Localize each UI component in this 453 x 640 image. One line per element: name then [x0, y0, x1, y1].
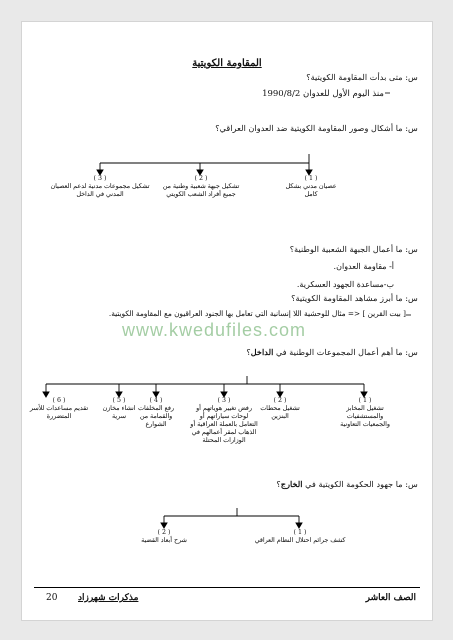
q5-branch-1: [336, 397, 394, 429]
q2-branch-3-number: ( 3 ): [93, 175, 107, 182]
question-6-text: س: ما جهود الحكومة الكويتية في: [302, 479, 418, 489]
q5-branch-2-text: تشغيل محطات البنزين: [260, 405, 300, 420]
q2-branch-2-number: ( 2 ): [194, 175, 208, 182]
q5-branch-6-number: ( 6 ): [52, 397, 66, 404]
q2-branch-2-text: تشكيل جبهة شعبية وطنية من جميع أفراد الشعب الكويتي: [162, 183, 240, 198]
question-6-mark: ؟: [276, 479, 281, 489]
q6-branch-2-number: ( 2 ): [157, 529, 171, 536]
q2-branch-3-text: تشكيل مجموعات مدنية لدعم العصيان المدني في الداخل: [50, 183, 150, 198]
q2-branch-1-text: عصيان مدني بشكل كامل: [285, 183, 337, 198]
q5-branch-3-text: رفض تغيير هوياتهم أو لوحات سياراتهم أو التعامل بالعملة العراقية أو الذهاب لمقر أعمالهم في الوزارات المحتلة: [190, 405, 258, 444]
q6-branch-1-text: كشف جرائم احتلال النظام العراقي: [254, 537, 346, 544]
q2-branch-1-number: ( 1 ): [304, 175, 318, 182]
footer-grade: الصف العاشر: [365, 593, 416, 603]
footer-rule: [34, 587, 420, 588]
footer-page-number: 20: [46, 593, 58, 603]
q6-branch-2: [126, 529, 202, 545]
q2-branch-1: [284, 175, 338, 199]
q2-branch-3: [50, 175, 150, 199]
q5-branch-3: [190, 397, 258, 445]
q5-branch-6: [26, 397, 92, 421]
question-5-mark: ؟: [246, 347, 251, 357]
watermark: www.kwedufiles.com: [122, 320, 307, 340]
answer-1: منذ اليوم الأول للعدوان 1990/8/2: [262, 89, 384, 99]
q5-branch-2-number: ( 2 ): [273, 397, 287, 404]
question-2: س: ما أشكال وصور المقاومة الكويتية ضد العدوان العراقي؟: [215, 123, 418, 133]
q5-branch-1-text: تشغيل المخابز والمستشفيات والجمعيات التعاونية: [340, 405, 390, 428]
question-5-keyword: الداخل: [250, 347, 274, 357]
q5-branch-1-number: ( 1 ): [358, 397, 372, 404]
question-3: س: ما أعمال الجبهة الشعبية الوطنية؟: [289, 244, 418, 254]
q6-branch-2-text: شرح أبعاد القضية: [141, 537, 187, 544]
q6-branch-1: [250, 529, 350, 545]
question-5: [246, 347, 418, 357]
answer-4: [ بيت القرين ] <= مثال للوحشية اللا إنسانية التي تعامل بها الجنود العراقيون مع المقاومة الكويتية.: [108, 309, 406, 318]
q3-item-1: أ- مقاومة العدوان.: [333, 262, 394, 271]
page-title: المقاومة الكويتية: [192, 58, 262, 69]
q3-item-2: ب-مساعدة الجهود العسكرية.: [296, 280, 394, 289]
q2-branch-2: [160, 175, 242, 199]
footer-series-name: مذكرات شهرزاد: [78, 593, 139, 603]
q5-branch-2: [257, 397, 303, 421]
q6-branch-1-number: ( 1 ): [293, 529, 307, 536]
question-5-text: س: ما أهم أعمال المجموعات الوطنية في: [273, 347, 418, 357]
q5-branch-4: [134, 397, 178, 429]
q5-branch-4-text: رفع المخلفات والقمامة من الشوارع: [138, 405, 174, 428]
question-6-keyword: الخارج: [280, 479, 303, 489]
q5-branch-5: [100, 397, 138, 421]
document-sheet: [22, 22, 432, 620]
q5-branch-5-text: انشاء مخازن سرية: [102, 405, 136, 420]
q5-branch-6-text: تقديم مساعدات للأسر المتضررة: [29, 405, 89, 420]
q5-branch-3-number: ( 3 ): [217, 397, 231, 404]
q5-branch-4-number: ( 4 ): [149, 397, 163, 404]
q5-branch-5-number: ( 5 ): [112, 397, 126, 404]
question-6: [276, 479, 418, 489]
question-1: س: متى بدأت المقاومة الكويتية؟: [306, 72, 418, 82]
question-4: س: ما أبرز مشاهد المقاومة الكويتية؟: [291, 293, 418, 303]
